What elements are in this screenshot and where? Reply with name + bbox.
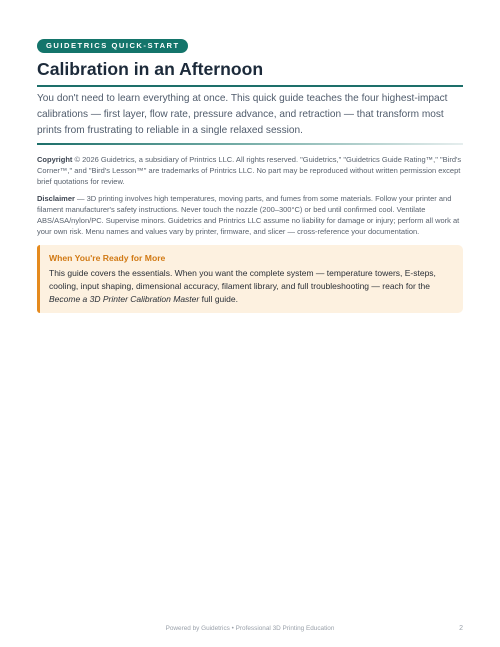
quick-start-badge: GUIDETRICS QUICK-START bbox=[37, 39, 188, 53]
callout-book-title: Become a 3D Printer Calibration Master bbox=[49, 294, 200, 304]
intro-paragraph: You don't need to learn everything at once. This quick guide teaches the four highest-impact calibrations — first layer, flow rate, pressure advance, and retraction — that transform most prints from frustrating to reliable in a single relaxed session. bbox=[37, 93, 448, 136]
callout-text-intro: This guide covers the essentials. When you want the complete system — temperature towers, E-steps, cooling, input shaping, dimensional accuracy, filament library, and full troubleshooting — reach for the bbox=[49, 268, 436, 291]
page-footer: Powered by Guidetrics • Professional 3D Printing Education bbox=[165, 625, 335, 632]
disclaimer-notice bbox=[37, 193, 463, 237]
page-content bbox=[37, 35, 463, 313]
copyright-text: © 2026 Guidetrics, a subsidiary of Printrics LLC. All rights reserved. "Guidetrics," "Guidetrics Guide Rating™," "Bird's Corner™," and "Bird's Lesson™" are trademarks of Printrics LLC. No part may be reproduced without written permission except brief quotations for review. bbox=[37, 155, 462, 186]
title-divider bbox=[37, 85, 463, 87]
section-divider bbox=[37, 143, 463, 145]
callout-text-end: full guide. bbox=[199, 294, 238, 304]
disclaimer-label: Disclaimer bbox=[37, 194, 75, 203]
disclaimer-text: — 3D printing involves high temperatures, moving parts, and fumes from some materials. Follow your printer and filament manufacturer's safety instructions. Never touch the nozzle (200–300°C) or bed until confirmed cool. Ventilate ABS/ASA/nylon/PC. Supervise minors. Guidetrics and Printrics LLC assume no liability for damage or injury; perform all work at your own risk. Menu names and values vary by printer, firmware, and slicer — cross-reference your documentation. bbox=[37, 194, 460, 236]
callout-title: When You're Ready for More bbox=[49, 253, 166, 263]
copyright-notice bbox=[37, 154, 463, 187]
callout-text bbox=[49, 267, 453, 306]
ready-for-more-callout bbox=[37, 245, 463, 313]
page-number: 2 bbox=[459, 625, 463, 632]
page-title: Calibration in an Afternoon bbox=[37, 59, 264, 79]
copyright-label: Copyright bbox=[37, 155, 73, 164]
